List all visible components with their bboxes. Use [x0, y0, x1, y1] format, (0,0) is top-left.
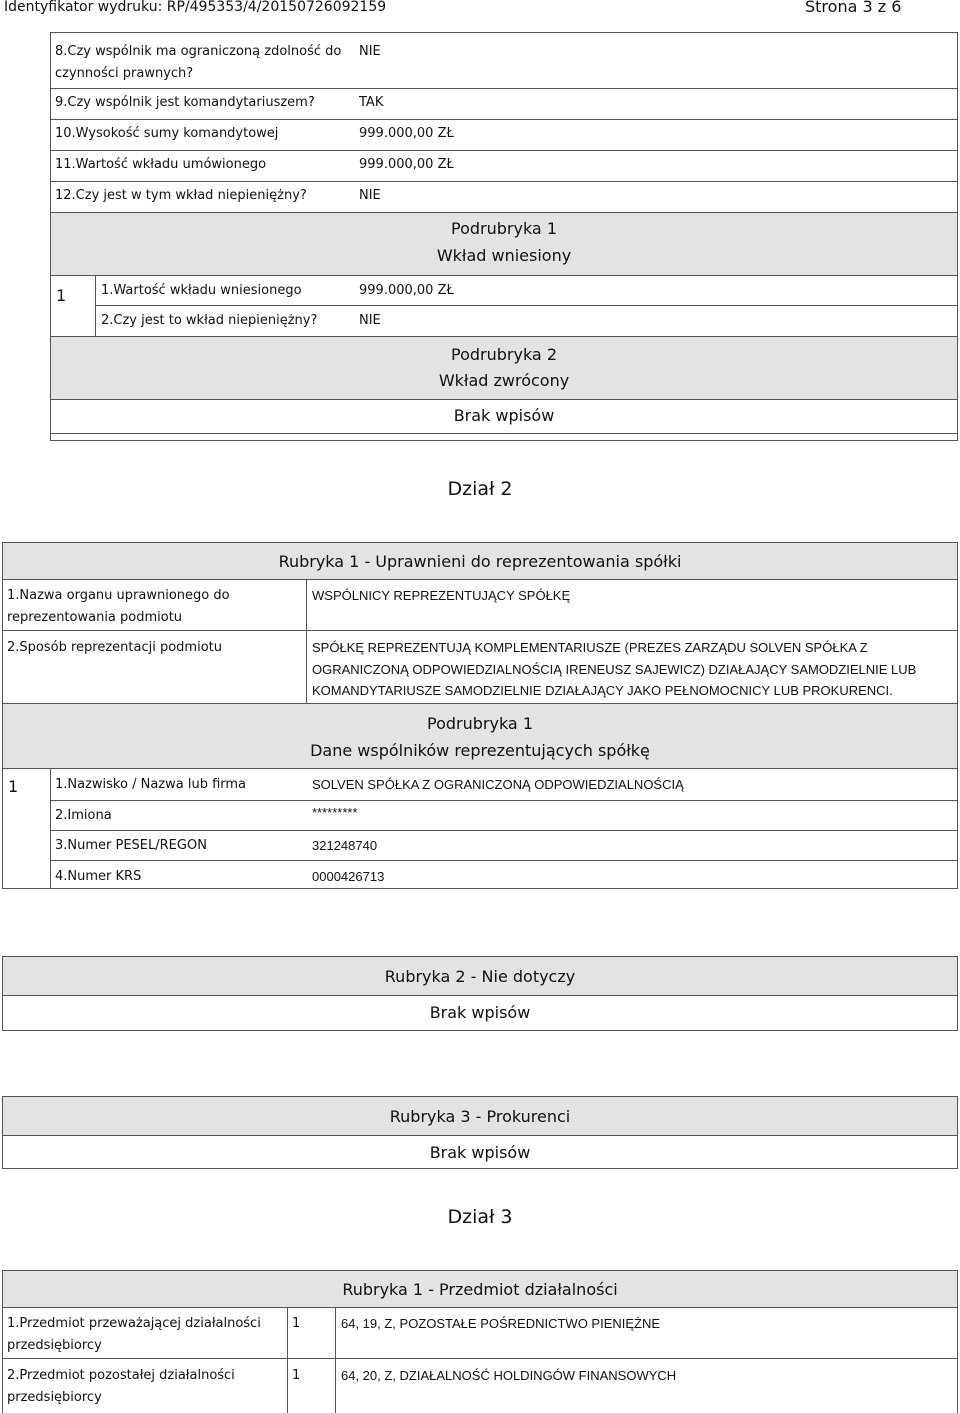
field-label: czynności prawnych? — [55, 66, 194, 81]
field-label: 3.Numer PESEL/REGON — [55, 838, 207, 853]
field-value: NIE — [359, 188, 381, 203]
field-value: ********* — [312, 805, 358, 820]
field-label: 2.Imiona — [55, 808, 112, 823]
entry-index: 1 — [8, 777, 19, 796]
subsection-subtitle: Wkład wniesiony — [436, 246, 572, 265]
rubric-title: Rubryka 1 - Przedmiot działalności — [342, 1280, 618, 1299]
page-number: Strona 3 z 6 — [805, 0, 902, 16]
field-value: NIE — [359, 44, 381, 59]
field-value: 999.000,00 ZŁ — [359, 126, 454, 141]
field-label: 2.Przedmiot pozostałej działalności — [7, 1368, 235, 1383]
field-value: TAK — [359, 95, 384, 110]
field-value: WSPÓLNICY REPREZENTUJĄCY SPÓŁKĘ — [312, 588, 571, 603]
empty-entries: Brak wpisów — [429, 1143, 531, 1162]
field-value: 999.000,00 ZŁ — [359, 283, 454, 298]
field-value: 321248740 — [312, 838, 378, 853]
field-label: przedsiębiorcy — [7, 1390, 102, 1405]
field-label: 12.Czy jest w tym wkład niepieniężny? — [55, 188, 307, 203]
entry-index: 1 — [292, 1368, 301, 1383]
field-value: SOLVEN SPÓŁKA Z OGRANICZONĄ ODPOWIEDZIALNOŚCIĄ — [312, 777, 684, 792]
field-value: 64, 19, Z, POZOSTAŁE POŚREDNICTWO PIENIĘŻNE — [341, 1316, 661, 1331]
print-identifier: Identyfikator wydruku: RP/495353/4/20150726092159 — [4, 0, 387, 15]
subsection-title: Podrubryka 2 — [451, 345, 557, 364]
section-title: Dział 3 — [447, 1206, 513, 1228]
entry-index: 1 — [56, 286, 67, 305]
field-value: 999.000,00 ZŁ — [359, 157, 454, 172]
field-label: 10.Wysokość sumy komandytowej — [55, 126, 279, 141]
field-value: 64, 20, Z, DZIAŁALNOŚĆ HOLDINGÓW FINANSOWYCH — [341, 1368, 677, 1383]
field-value: NIE — [359, 313, 381, 328]
field-label: 2.Sposób reprezentacji podmiotu — [7, 640, 222, 655]
subsection-subtitle: Dane wspólników reprezentujących spółkę — [310, 741, 650, 760]
subsection-subtitle: Wkład zwrócony — [438, 371, 570, 390]
field-label: 1.Nazwa organu uprawnionego do — [7, 588, 230, 603]
rubric-title: Rubryka 1 - Uprawnieni do reprezentowania spółki — [278, 552, 682, 571]
field-label: 9.Czy wspólnik jest komandytariuszem? — [55, 95, 315, 110]
field-label: reprezentowania podmiotu — [7, 610, 183, 625]
field-value-line: SPÓŁKĘ REPREZENTUJĄ KOMPLEMENTARIUSZE (PREZES ZARZĄDU SOLVEN SPÓŁKA Z — [312, 640, 868, 655]
field-label: 2.Czy jest to wkład niepieniężny? — [101, 313, 318, 328]
field-label: 1.Wartość wkładu wniesionego — [101, 283, 302, 298]
field-value-line: OGRANICZONĄ ODPOWIEDZIALNOŚCIĄ IRENEUSZ SAJEWICZ) DZIAŁAJĄCY SAMODZIELNIE LUB — [312, 662, 917, 677]
field-label: 4.Numer KRS — [55, 869, 142, 884]
field-value-line: KOMANDYTARIUSZE SAMODZIELNIE DZIAŁAJĄCY JAKO PEŁNOMOCNICY LUB PROKURENCI. — [312, 683, 893, 698]
subsection-title: Podrubryka 1 — [427, 714, 533, 733]
field-value: 0000426713 — [312, 869, 385, 884]
section-title: Dział 2 — [447, 478, 513, 500]
field-label: 1.Nazwisko / Nazwa lub firma — [55, 777, 247, 792]
field-label: przedsiębiorcy — [7, 1338, 102, 1353]
field-label: 11.Wartość wkładu umówionego — [55, 157, 267, 172]
empty-entries: Brak wpisów — [453, 406, 555, 425]
rubric-title: Rubryka 2 - Nie dotyczy — [384, 967, 576, 986]
field-label: 1.Przedmiot przeważającej działalności — [7, 1316, 261, 1331]
empty-entries: Brak wpisów — [429, 1003, 531, 1022]
field-label: 8.Czy wspólnik ma ograniczoną zdolność do — [55, 44, 342, 59]
entry-index: 1 — [292, 1316, 301, 1331]
subsection-title: Podrubryka 1 — [451, 219, 557, 238]
rubric-title: Rubryka 3 - Prokurenci — [389, 1107, 571, 1126]
